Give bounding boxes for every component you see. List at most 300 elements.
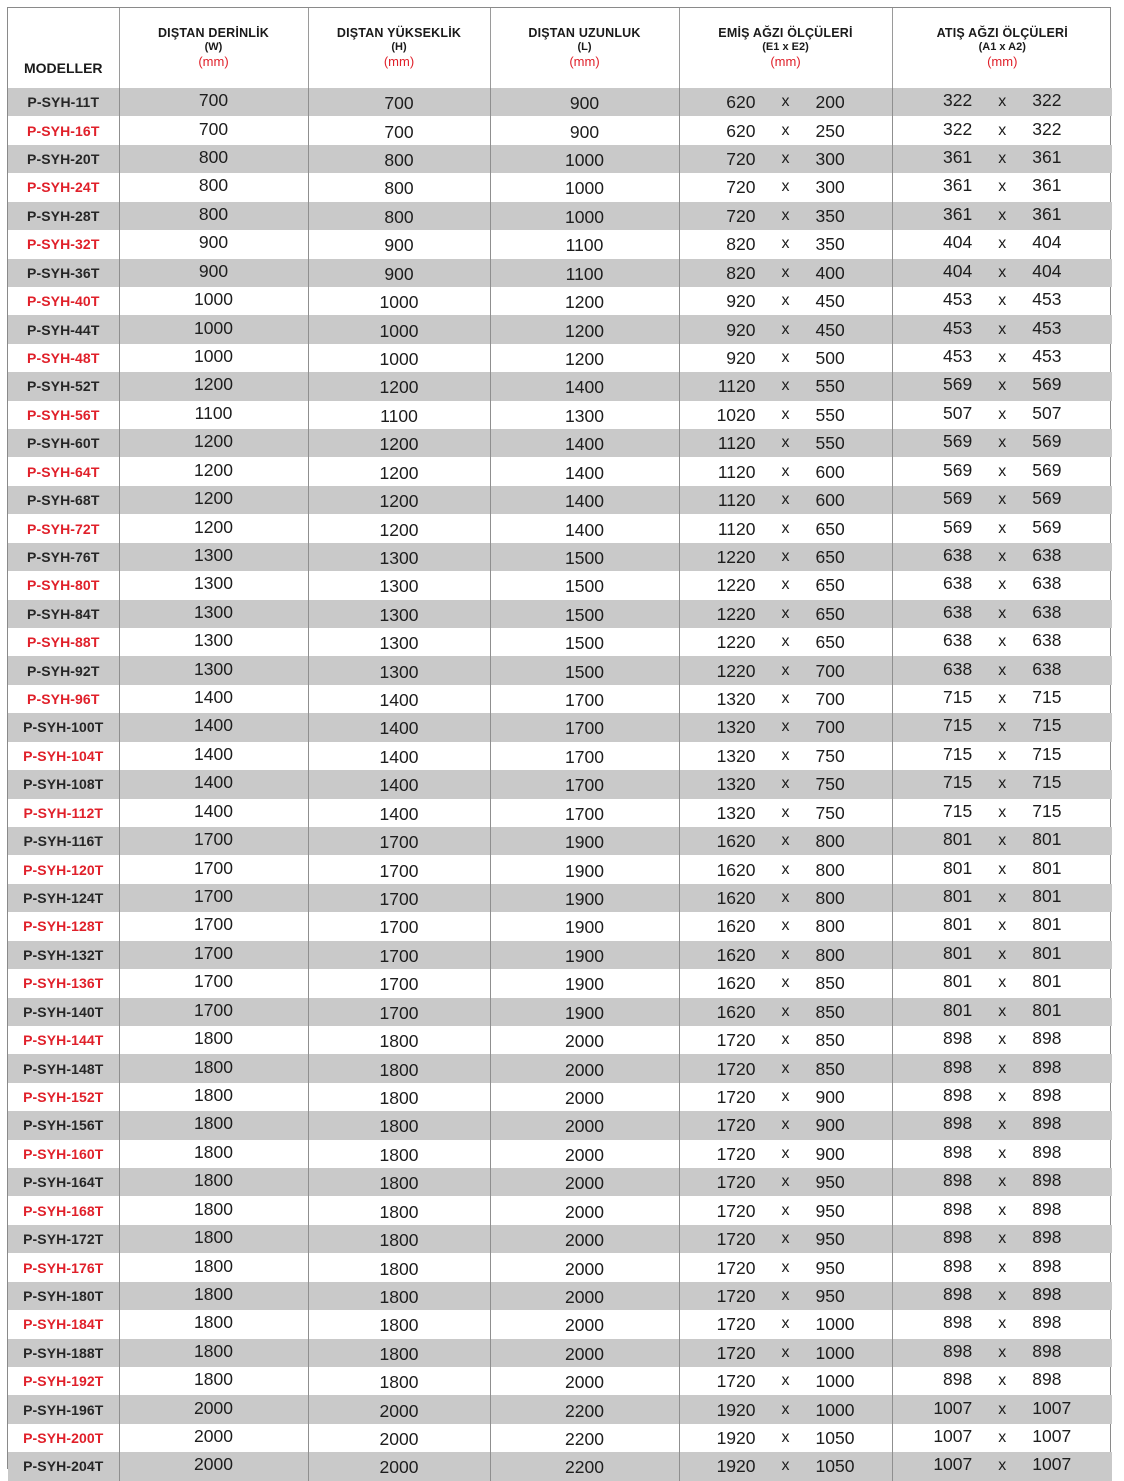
suction-e1-value: 620 xyxy=(726,92,756,113)
height-value: 1700 xyxy=(379,860,419,881)
suction-separator: x xyxy=(781,1144,790,1162)
suction-cell xyxy=(679,372,892,400)
suction-e1-value: 620 xyxy=(726,120,756,141)
suction-separator: x xyxy=(781,178,790,196)
table-row xyxy=(8,202,1112,230)
discharge-cell xyxy=(892,1452,1112,1480)
header-height-unit: (mm) xyxy=(383,54,415,69)
height-cell xyxy=(308,742,490,770)
height-cell xyxy=(308,713,490,741)
header-length-unit: (mm) xyxy=(569,54,600,69)
model-cell: P-SYH-152T xyxy=(23,1088,104,1105)
suction-e1-value: 920 xyxy=(726,291,756,312)
suction-e1-value: 1620 xyxy=(716,1001,756,1022)
suction-e2-value: 350 xyxy=(815,205,845,226)
discharge-a2-value: 638 xyxy=(1032,630,1062,651)
depth-value: 1200 xyxy=(194,516,233,537)
discharge-a2-value: 801 xyxy=(1032,857,1062,878)
depth-cell xyxy=(119,1083,308,1111)
suction-cell xyxy=(679,600,892,628)
discharge-a2-value: 715 xyxy=(1032,687,1062,708)
discharge-cell xyxy=(892,770,1112,798)
depth-cell xyxy=(119,571,308,599)
discharge-a1-value: 801 xyxy=(943,829,973,850)
suction-e2-value: 950 xyxy=(815,1200,845,1221)
height-value: 1700 xyxy=(379,832,419,853)
model-cell: P-SYH-116T xyxy=(23,833,104,850)
discharge-separator: x xyxy=(998,1002,1007,1020)
suction-e1-value: 1620 xyxy=(716,831,756,852)
discharge-separator: x xyxy=(998,1429,1007,1447)
height-cell xyxy=(308,1168,490,1196)
discharge-cell xyxy=(892,1424,1112,1452)
length-cell xyxy=(490,1282,679,1310)
discharge-a1-value: 1007 xyxy=(933,1454,973,1475)
length-cell xyxy=(490,344,679,372)
model-cell: P-SYH-104T xyxy=(23,747,104,764)
height-value: 1200 xyxy=(379,434,419,455)
suction-separator: x xyxy=(781,1201,790,1219)
discharge-a1-value: 898 xyxy=(943,1113,973,1134)
suction-cell xyxy=(679,401,892,429)
table-row xyxy=(8,429,1112,457)
table-row xyxy=(8,713,1112,741)
height-value: 800 xyxy=(384,206,414,227)
length-cell xyxy=(490,770,679,798)
length-value: 1900 xyxy=(565,974,604,995)
suction-e2-value: 500 xyxy=(815,348,845,368)
suction-cell xyxy=(679,1367,892,1395)
discharge-a1-value: 898 xyxy=(943,1255,973,1276)
discharge-a1-value: 898 xyxy=(943,1198,973,1219)
model-cell: P-SYH-68T xyxy=(27,492,100,509)
discharge-a1-value: 898 xyxy=(943,1340,973,1361)
model-cell: P-SYH-88T xyxy=(27,634,100,651)
discharge-separator: x xyxy=(998,1087,1007,1105)
discharge-a2-value: 715 xyxy=(1032,743,1062,764)
length-value: 1400 xyxy=(565,434,604,455)
model-cell: P-SYH-180T xyxy=(23,1287,104,1304)
height-cell xyxy=(308,1367,490,1395)
suction-e2-value: 1050 xyxy=(815,1456,855,1477)
suction-cell xyxy=(679,145,892,173)
discharge-separator: x xyxy=(998,1258,1007,1276)
discharge-separator: x xyxy=(998,235,1007,253)
header-discharge-title: ATIŞ AĞZI ÖLÇÜLERİ xyxy=(936,26,1068,40)
suction-cell xyxy=(679,941,892,969)
length-value: 1200 xyxy=(565,292,604,313)
discharge-a2-value: 898 xyxy=(1032,1283,1062,1304)
discharge-cell xyxy=(892,344,1112,372)
suction-cell xyxy=(679,656,892,684)
depth-value: 1300 xyxy=(194,630,233,651)
discharge-a1-value: 898 xyxy=(943,1028,973,1049)
depth-value: 2000 xyxy=(194,1397,233,1418)
suction-cell xyxy=(679,173,892,201)
discharge-a1-value: 638 xyxy=(943,658,973,679)
height-value: 1800 xyxy=(379,1201,419,1222)
depth-value: 1800 xyxy=(194,1227,233,1248)
discharge-cell xyxy=(892,1054,1112,1082)
discharge-a2-value: 1007 xyxy=(1032,1426,1072,1447)
height-cell xyxy=(308,827,490,855)
discharge-a2-value: 898 xyxy=(1032,1084,1062,1105)
length-cell xyxy=(490,1339,679,1367)
suction-separator: x xyxy=(781,1031,790,1049)
suction-cell xyxy=(679,202,892,230)
table-row xyxy=(8,372,1112,400)
length-cell xyxy=(490,486,679,514)
length-value: 2000 xyxy=(565,1059,604,1080)
model-cell: P-SYH-72T xyxy=(27,520,100,537)
suction-e1-value: 1920 xyxy=(716,1428,756,1449)
suction-e1-value: 920 xyxy=(726,319,756,340)
height-value: 1800 xyxy=(379,1059,419,1080)
height-cell xyxy=(308,969,490,997)
discharge-a1-value: 453 xyxy=(943,317,973,338)
table-row xyxy=(8,1310,1112,1338)
depth-value: 1200 xyxy=(194,374,233,395)
model-cell: P-SYH-156T xyxy=(23,1117,104,1134)
depth-cell xyxy=(119,884,308,912)
height-cell xyxy=(308,116,490,144)
depth-value: 1800 xyxy=(194,1255,233,1276)
suction-e1-value: 1720 xyxy=(716,1115,756,1136)
discharge-a2-value: 569 xyxy=(1032,374,1062,395)
table-row xyxy=(8,514,1112,542)
model-cell: P-SYH-60T xyxy=(27,435,100,452)
model-cell: P-SYH-20T xyxy=(27,151,100,168)
length-cell xyxy=(490,1054,679,1082)
discharge-separator: x xyxy=(998,832,1007,850)
suction-e1-value: 1720 xyxy=(716,1342,756,1363)
height-value: 1800 xyxy=(379,1343,419,1364)
suction-e2-value: 450 xyxy=(815,319,845,340)
discharge-a2-value: 361 xyxy=(1032,175,1062,196)
depth-value: 1000 xyxy=(194,346,233,366)
model-cell: P-SYH-64T xyxy=(27,463,100,480)
length-cell xyxy=(490,1196,679,1224)
suction-e1-value: 720 xyxy=(726,177,756,198)
discharge-cell xyxy=(892,685,1112,713)
depth-value: 1700 xyxy=(194,857,233,878)
discharge-separator: x xyxy=(998,1116,1007,1134)
suction-e2-value: 750 xyxy=(815,774,845,795)
discharge-a2-value: 898 xyxy=(1032,1227,1062,1248)
model-cell: P-SYH-144T xyxy=(23,1032,104,1049)
length-value: 2000 xyxy=(565,1372,604,1393)
discharge-cell xyxy=(892,514,1112,542)
header-length xyxy=(490,8,679,88)
discharge-a2-value: 638 xyxy=(1032,658,1062,679)
suction-e1-value: 920 xyxy=(726,348,756,368)
length-cell xyxy=(490,202,679,230)
depth-value: 1700 xyxy=(194,942,233,963)
depth-cell xyxy=(119,1395,308,1423)
discharge-a1-value: 898 xyxy=(943,1170,973,1191)
suction-e2-value: 900 xyxy=(815,1143,845,1164)
suction-cell xyxy=(679,1111,892,1139)
header-discharge-unit: (mm) xyxy=(987,54,1018,69)
table-row xyxy=(8,315,1112,343)
discharge-separator: x xyxy=(998,121,1007,139)
discharge-separator: x xyxy=(998,150,1007,168)
discharge-cell xyxy=(892,486,1112,514)
discharge-a1-value: 801 xyxy=(943,971,973,992)
model-cell: P-SYH-84T xyxy=(27,605,100,622)
suction-e2-value: 800 xyxy=(815,859,845,880)
length-value: 1700 xyxy=(565,803,604,824)
height-value: 1400 xyxy=(379,746,419,767)
model-cell: P-SYH-56T xyxy=(27,406,100,423)
height-value: 1700 xyxy=(379,1002,419,1023)
length-cell xyxy=(490,259,679,287)
suction-e1-value: 1620 xyxy=(716,888,756,909)
model-cell: P-SYH-128T xyxy=(23,918,104,935)
height-value: 1300 xyxy=(379,547,419,568)
height-cell xyxy=(308,1452,490,1480)
suction-cell xyxy=(679,571,892,599)
height-cell xyxy=(308,941,490,969)
table-row xyxy=(8,1395,1112,1423)
table-header xyxy=(8,8,1112,88)
length-cell xyxy=(490,912,679,940)
discharge-cell xyxy=(892,998,1112,1026)
suction-separator: x xyxy=(781,1315,790,1333)
discharge-a2-value: 361 xyxy=(1032,203,1062,224)
suction-e1-value: 1720 xyxy=(716,1172,756,1193)
model-cell: P-SYH-32T xyxy=(27,236,100,253)
discharge-cell xyxy=(892,1111,1112,1139)
header-suction-title: EMİŞ AĞZI ÖLÇÜLERİ xyxy=(718,26,853,40)
suction-e2-value: 600 xyxy=(815,490,845,511)
suction-e2-value: 850 xyxy=(815,1030,845,1051)
height-value: 1700 xyxy=(379,889,419,910)
length-cell xyxy=(490,1253,679,1281)
height-value: 1000 xyxy=(379,349,419,369)
height-cell xyxy=(308,1054,490,1082)
suction-e2-value: 800 xyxy=(815,831,845,852)
suction-e2-value: 950 xyxy=(815,1257,845,1278)
suction-cell xyxy=(679,88,892,116)
discharge-cell xyxy=(892,429,1112,457)
height-cell xyxy=(308,202,490,230)
height-value: 1800 xyxy=(379,1116,419,1137)
height-cell xyxy=(308,457,490,485)
discharge-cell xyxy=(892,1395,1112,1423)
length-cell xyxy=(490,884,679,912)
length-cell xyxy=(490,1452,679,1480)
discharge-a1-value: 898 xyxy=(943,1056,973,1077)
height-cell xyxy=(308,543,490,571)
header-models xyxy=(8,8,119,88)
suction-cell xyxy=(679,827,892,855)
table-row xyxy=(8,742,1112,770)
discharge-a2-value: 638 xyxy=(1032,601,1062,622)
header-depth xyxy=(119,8,308,88)
discharge-cell xyxy=(892,799,1112,827)
length-value: 1000 xyxy=(565,150,604,171)
length-value: 1900 xyxy=(565,889,604,910)
height-value: 700 xyxy=(384,93,414,114)
length-cell xyxy=(490,685,679,713)
discharge-a2-value: 898 xyxy=(1032,1028,1062,1049)
suction-e1-value: 1720 xyxy=(716,1030,756,1051)
length-cell xyxy=(490,941,679,969)
suction-e1-value: 720 xyxy=(726,205,756,226)
discharge-a1-value: 453 xyxy=(943,289,973,310)
length-value: 2000 xyxy=(565,1031,604,1052)
depth-value: 1800 xyxy=(194,1369,233,1390)
suction-e2-value: 250 xyxy=(815,120,845,141)
suction-e1-value: 1920 xyxy=(716,1456,756,1477)
suction-separator: x xyxy=(781,93,790,111)
suction-separator: x xyxy=(781,803,790,821)
depth-value: 900 xyxy=(198,260,229,281)
depth-value: 1700 xyxy=(194,829,233,850)
depth-cell xyxy=(119,1367,308,1395)
discharge-separator: x xyxy=(998,1457,1007,1475)
depth-value: 1200 xyxy=(194,488,233,509)
discharge-a2-value: 569 xyxy=(1032,431,1062,452)
depth-cell xyxy=(119,713,308,741)
depth-value: 1100 xyxy=(194,402,233,423)
header-discharge xyxy=(892,8,1112,88)
discharge-a1-value: 361 xyxy=(943,147,973,168)
suction-e2-value: 450 xyxy=(815,291,845,312)
length-value: 2200 xyxy=(565,1429,604,1450)
length-cell xyxy=(490,656,679,684)
table-body xyxy=(8,88,1112,1481)
depth-value: 1700 xyxy=(194,914,233,935)
depth-cell xyxy=(119,230,308,258)
height-value: 1300 xyxy=(379,576,419,597)
table-row xyxy=(8,145,1112,173)
length-value: 2000 xyxy=(565,1315,604,1336)
suction-cell xyxy=(679,486,892,514)
discharge-a1-value: 715 xyxy=(943,772,973,793)
discharge-a2-value: 361 xyxy=(1032,147,1062,168)
suction-e2-value: 900 xyxy=(815,1115,845,1136)
suction-separator: x xyxy=(781,292,790,310)
model-cell: P-SYH-44T xyxy=(27,321,100,338)
depth-value: 2000 xyxy=(194,1426,233,1447)
depth-value: 1800 xyxy=(194,1028,233,1049)
model-cell: P-SYH-48T xyxy=(27,350,100,366)
suction-separator: x xyxy=(781,1457,790,1475)
suction-cell xyxy=(679,1452,892,1480)
height-value: 1800 xyxy=(379,1372,419,1393)
height-cell xyxy=(308,1196,490,1224)
discharge-a1-value: 715 xyxy=(943,715,973,736)
suction-e1-value: 820 xyxy=(726,234,756,255)
suction-e2-value: 1000 xyxy=(815,1399,855,1420)
suction-separator: x xyxy=(781,690,790,708)
discharge-a1-value: 638 xyxy=(943,573,973,594)
suction-e1-value: 1720 xyxy=(716,1229,756,1250)
height-cell xyxy=(308,287,490,315)
suction-e1-value: 1720 xyxy=(716,1143,756,1164)
height-cell xyxy=(308,1140,490,1168)
discharge-a1-value: 569 xyxy=(943,488,973,509)
discharge-cell xyxy=(892,1225,1112,1253)
table-row xyxy=(8,543,1112,571)
discharge-separator: x xyxy=(998,718,1007,736)
discharge-separator: x xyxy=(998,1201,1007,1219)
discharge-cell xyxy=(892,827,1112,855)
discharge-a2-value: 569 xyxy=(1032,488,1062,509)
suction-e1-value: 1220 xyxy=(716,603,756,624)
length-value: 1900 xyxy=(565,860,604,881)
discharge-a2-value: 898 xyxy=(1032,1056,1062,1077)
discharge-a2-value: 404 xyxy=(1032,232,1062,253)
length-value: 1200 xyxy=(565,320,604,341)
discharge-a1-value: 322 xyxy=(943,90,973,111)
length-value: 1500 xyxy=(565,633,604,654)
suction-e2-value: 700 xyxy=(815,717,845,738)
length-value: 2000 xyxy=(565,1116,604,1137)
model-cell: P-SYH-160T xyxy=(23,1145,104,1162)
discharge-separator: x xyxy=(998,547,1007,565)
suction-separator: x xyxy=(781,1059,790,1077)
discharge-a2-value: 569 xyxy=(1032,516,1062,537)
model-cell: P-SYH-124T xyxy=(23,890,104,907)
discharge-a2-value: 1007 xyxy=(1032,1454,1072,1475)
length-value: 1900 xyxy=(565,832,604,853)
depth-value: 700 xyxy=(198,90,229,111)
table-row xyxy=(8,1054,1112,1082)
discharge-cell xyxy=(892,571,1112,599)
suction-separator: x xyxy=(781,746,790,764)
discharge-cell xyxy=(892,457,1112,485)
discharge-cell xyxy=(892,372,1112,400)
suction-cell xyxy=(679,628,892,656)
height-cell xyxy=(308,912,490,940)
suction-e1-value: 1620 xyxy=(716,973,756,994)
length-cell xyxy=(490,600,679,628)
height-value: 1400 xyxy=(379,803,419,824)
height-value: 1700 xyxy=(379,917,419,938)
discharge-a1-value: 898 xyxy=(943,1141,973,1162)
discharge-a1-value: 361 xyxy=(943,175,973,196)
table-row xyxy=(8,457,1112,485)
length-value: 1500 xyxy=(565,604,604,625)
suction-cell xyxy=(679,116,892,144)
depth-value: 1300 xyxy=(194,573,233,594)
discharge-separator: x xyxy=(998,1372,1007,1390)
discharge-cell xyxy=(892,1026,1112,1054)
header-suction-unit: (mm) xyxy=(770,54,801,69)
depth-value: 1800 xyxy=(194,1170,233,1191)
depth-cell xyxy=(119,600,308,628)
suction-separator: x xyxy=(781,1258,790,1276)
model-cell: P-SYH-112T xyxy=(23,804,104,821)
table-row xyxy=(8,969,1112,997)
length-cell xyxy=(490,543,679,571)
model-cell: P-SYH-184T xyxy=(23,1316,104,1333)
discharge-cell xyxy=(892,1168,1112,1196)
height-cell xyxy=(308,1395,490,1423)
depth-value: 1800 xyxy=(194,1283,233,1304)
length-cell xyxy=(490,514,679,542)
discharge-a2-value: 715 xyxy=(1032,715,1062,736)
length-cell xyxy=(490,1140,679,1168)
length-cell xyxy=(490,1367,679,1395)
discharge-cell xyxy=(892,1367,1112,1395)
table-row xyxy=(8,259,1112,287)
depth-value: 1200 xyxy=(194,431,233,452)
height-value: 1400 xyxy=(379,690,419,711)
